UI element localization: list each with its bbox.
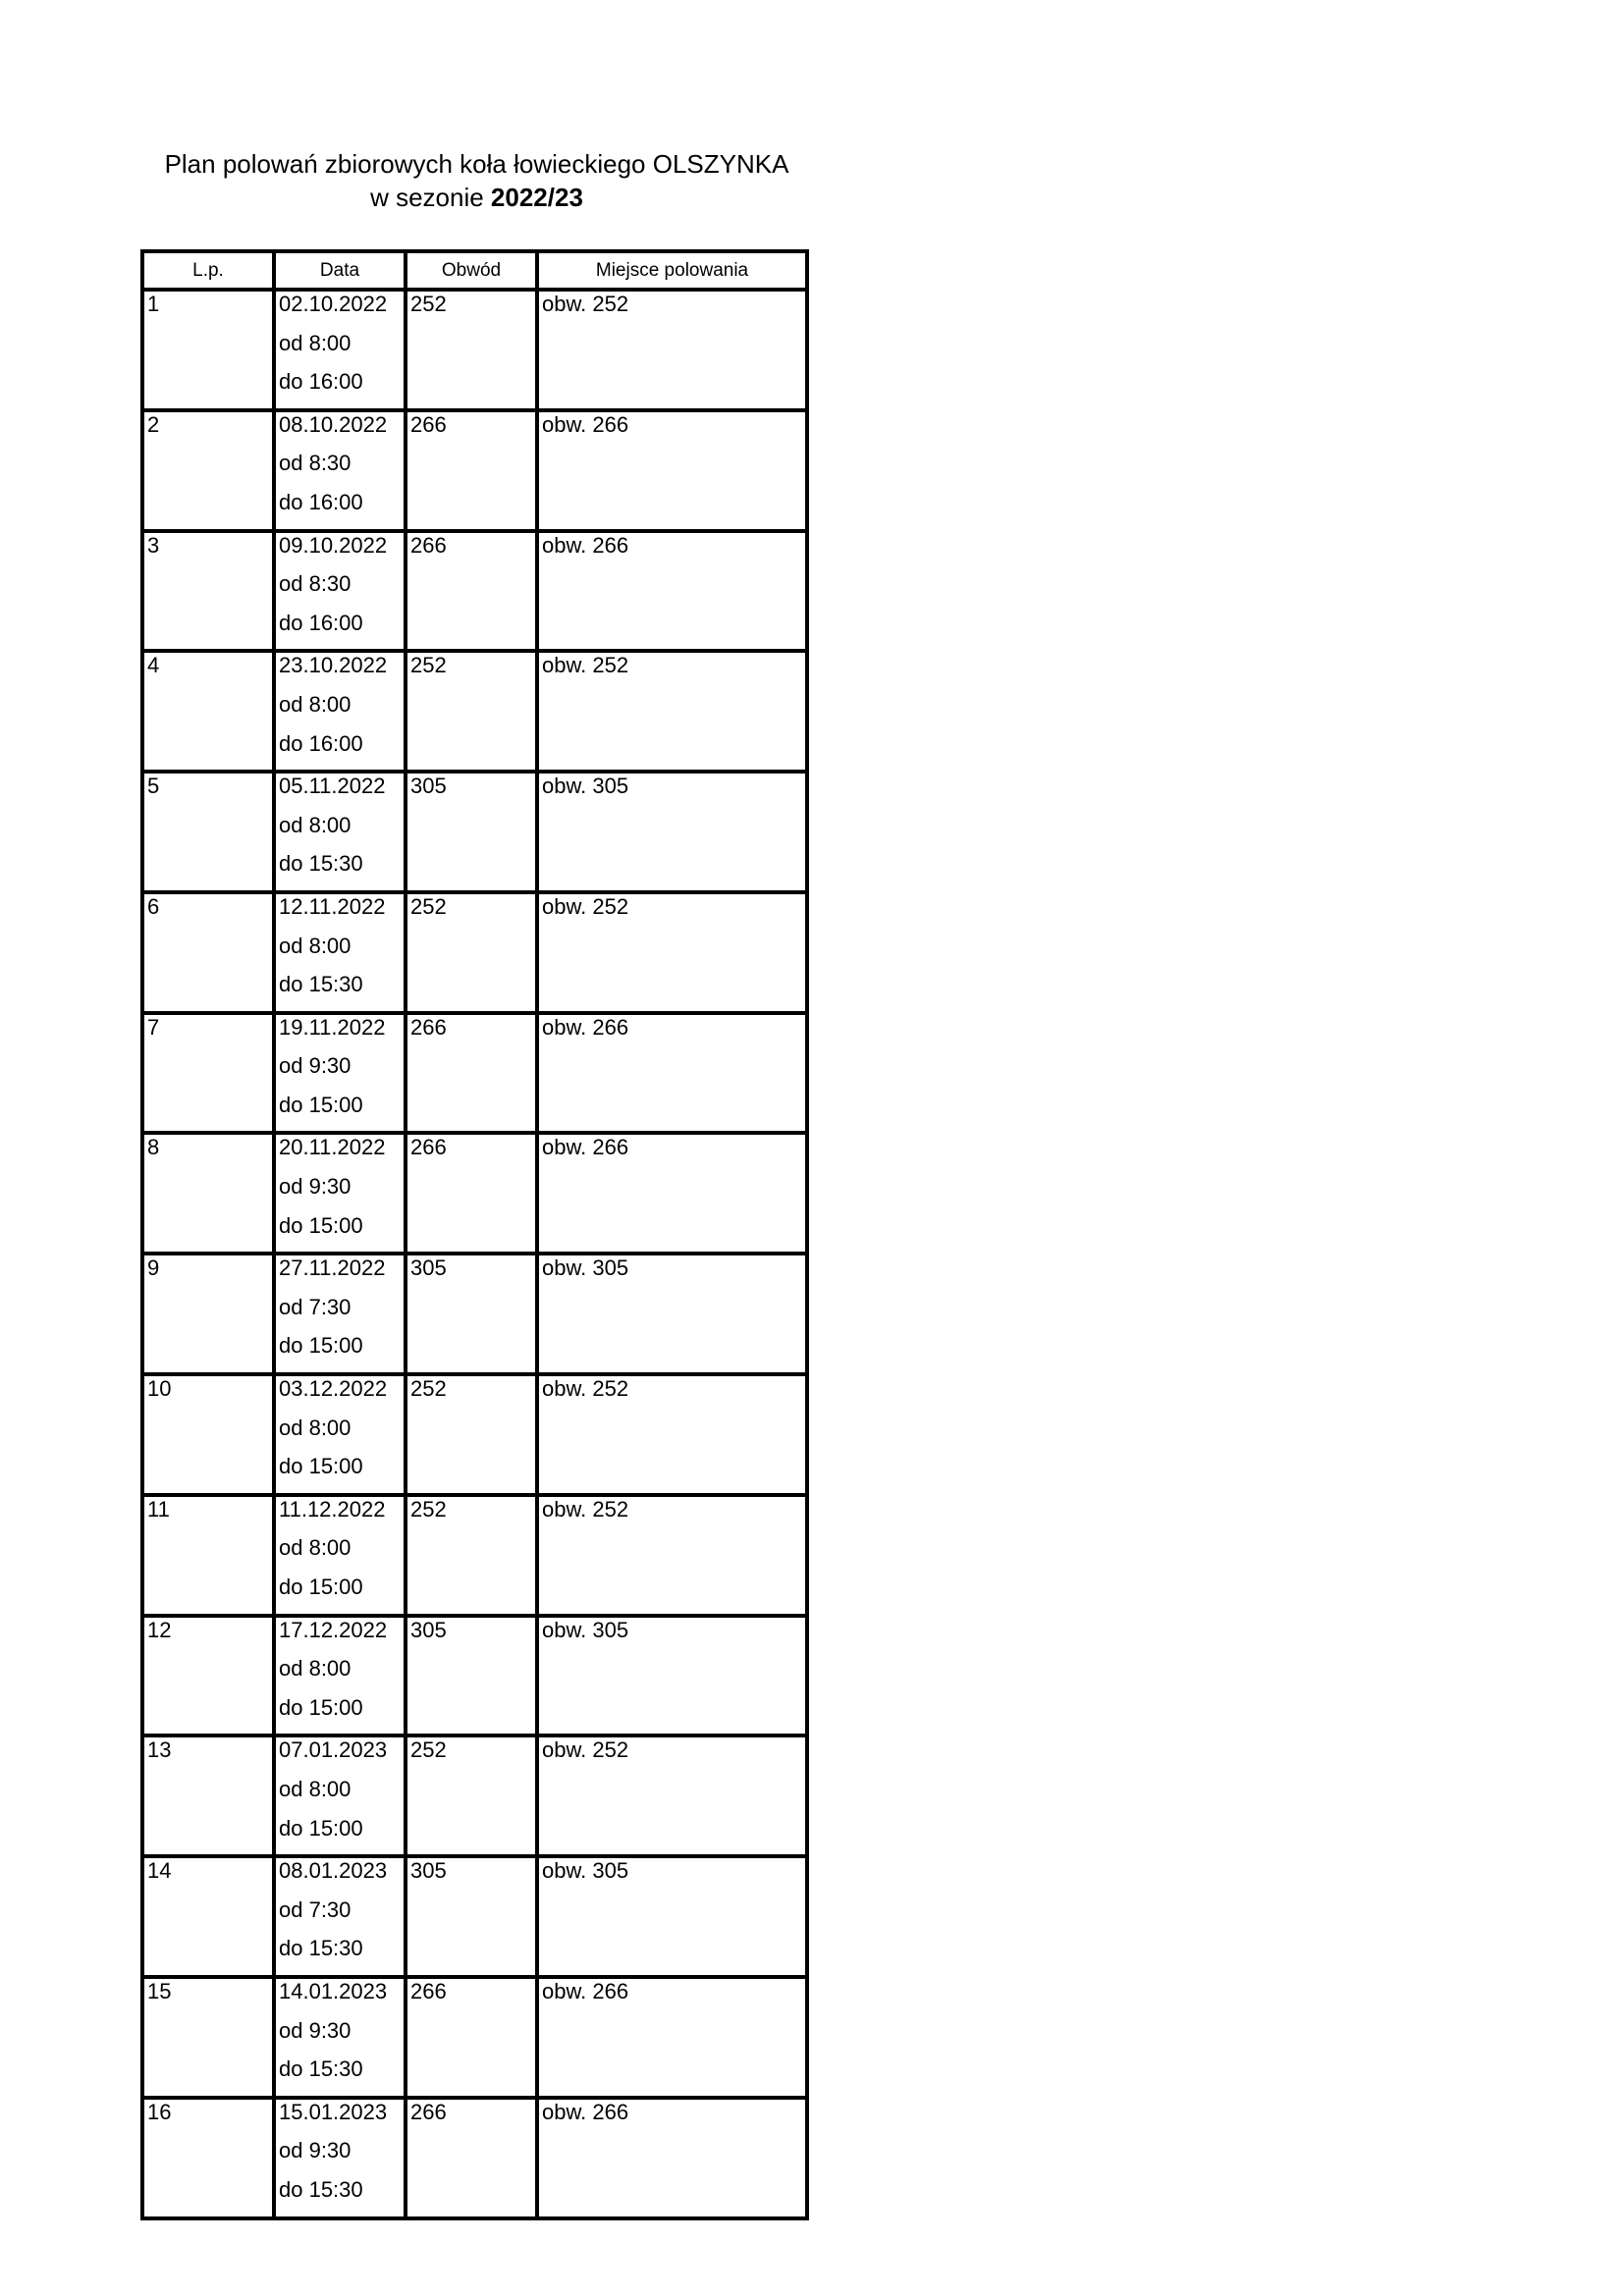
cell-miejsce — [537, 410, 807, 531]
row-number: 13 — [147, 1737, 172, 1763]
row-number: 10 — [147, 1376, 172, 1402]
cell-obwod — [406, 1374, 537, 1495]
cell-lp — [142, 2098, 274, 2218]
cell-data — [274, 1856, 406, 1977]
cell-miejsce — [537, 1856, 807, 1977]
hunt-place: obw. 305 — [542, 774, 629, 799]
table-row — [142, 1977, 807, 2098]
cell-miejsce — [537, 892, 807, 1013]
hunt-start-time: od 8:30 — [279, 571, 352, 597]
hunt-date: 07.01.2023 — [279, 1737, 388, 1763]
hunt-date: 05.11.2022 — [279, 774, 386, 799]
cell-data — [274, 290, 406, 410]
district-number: 252 — [410, 1496, 447, 1522]
title-line-1: Plan polowań zbiorowych koła łowieckiego OLSZYNKA — [164, 149, 789, 179]
cell-lp — [142, 1495, 274, 1616]
header-data: Data — [274, 251, 406, 290]
cell-lp — [142, 1254, 274, 1374]
hunt-date: 08.10.2022 — [279, 411, 388, 437]
cell-data — [274, 410, 406, 531]
table-row — [142, 410, 807, 531]
hunt-date: 08.01.2023 — [279, 1858, 388, 1884]
row-number: 8 — [147, 1135, 160, 1160]
hunt-start-time: od 8:00 — [279, 933, 352, 958]
hunt-date: 23.10.2022 — [279, 653, 388, 678]
cell-obwod — [406, 892, 537, 1013]
cell-miejsce — [537, 1133, 807, 1254]
hunt-start-time: od 8:00 — [279, 691, 352, 717]
cell-lp — [142, 1856, 274, 1977]
cell-data — [274, 2098, 406, 2218]
table-row — [142, 892, 807, 1013]
table-row — [142, 772, 807, 892]
hunt-end-time: do 15:30 — [279, 2176, 363, 2202]
hunt-end-time: do 15:00 — [279, 1694, 363, 1720]
row-number: 4 — [147, 653, 160, 678]
hunt-schedule-table — [140, 249, 809, 2220]
cell-data — [274, 892, 406, 1013]
district-number: 305 — [410, 1617, 447, 1642]
hunt-start-time: od 9:30 — [279, 2017, 352, 2043]
cell-miejsce — [537, 531, 807, 652]
cell-data — [274, 1977, 406, 2098]
hunt-date: 19.11.2022 — [279, 1014, 386, 1040]
cell-obwod — [406, 772, 537, 892]
cell-data — [274, 531, 406, 652]
cell-lp — [142, 290, 274, 410]
cell-obwod — [406, 1495, 537, 1616]
hunt-place: obw. 252 — [542, 1496, 629, 1522]
cell-obwod — [406, 651, 537, 772]
row-number: 6 — [147, 893, 160, 919]
district-number: 252 — [410, 1737, 447, 1763]
cell-data — [274, 1254, 406, 1374]
district-number: 252 — [410, 893, 447, 919]
hunt-place: obw. 266 — [542, 2099, 629, 2124]
row-number: 7 — [147, 1014, 160, 1040]
hunt-place: obw. 252 — [542, 893, 629, 919]
table-body — [142, 290, 807, 2218]
cell-data — [274, 1735, 406, 1856]
table-row — [142, 1495, 807, 1616]
row-number: 12 — [147, 1617, 172, 1642]
cell-lp — [142, 651, 274, 772]
district-number: 305 — [410, 1255, 447, 1281]
hunt-start-time: od 8:30 — [279, 451, 352, 476]
table-row — [142, 1856, 807, 1977]
hunt-end-time: do 15:00 — [279, 1333, 363, 1359]
hunt-place: obw. 266 — [542, 532, 629, 558]
cell-miejsce — [537, 1374, 807, 1495]
cell-miejsce — [537, 2098, 807, 2218]
page-title — [140, 147, 813, 214]
district-number: 266 — [410, 1978, 447, 2003]
hunt-start-time: od 9:30 — [279, 1053, 352, 1079]
district-number: 266 — [410, 2099, 447, 2124]
hunt-date: 12.11.2022 — [279, 893, 386, 919]
table-row — [142, 1616, 807, 1736]
hunt-date: 03.12.2022 — [279, 1376, 388, 1402]
table-row — [142, 1013, 807, 1134]
cell-miejsce — [537, 772, 807, 892]
cell-obwod — [406, 1856, 537, 1977]
row-number: 15 — [147, 1978, 172, 2003]
hunt-end-time: do 15:30 — [279, 851, 363, 877]
hunt-end-time: do 15:30 — [279, 1936, 363, 1961]
header-obwod: Obwód — [406, 251, 537, 290]
hunt-date: 27.11.2022 — [279, 1255, 386, 1281]
cell-obwod — [406, 531, 537, 652]
district-number: 305 — [410, 1858, 447, 1884]
cell-lp — [142, 1013, 274, 1134]
title-season-prefix: w sezonie — [370, 183, 491, 212]
cell-data — [274, 1616, 406, 1736]
district-number: 252 — [410, 1376, 447, 1402]
cell-obwod — [406, 1133, 537, 1254]
cell-obwod — [406, 1254, 537, 1374]
hunt-date: 20.11.2022 — [279, 1135, 386, 1160]
cell-lp — [142, 1735, 274, 1856]
cell-lp — [142, 892, 274, 1013]
hunt-start-time: od 8:00 — [279, 330, 352, 355]
cell-obwod — [406, 410, 537, 531]
cell-miejsce — [537, 1977, 807, 2098]
hunt-start-time: od 7:30 — [279, 1294, 352, 1319]
hunt-place: obw. 266 — [542, 411, 629, 437]
hunt-place: obw. 252 — [542, 653, 629, 678]
cell-obwod — [406, 1013, 537, 1134]
cell-miejsce — [537, 1254, 807, 1374]
hunt-end-time: do 15:00 — [279, 1454, 363, 1479]
header-miejsce: Miejsce polowania — [537, 251, 807, 290]
hunt-place: obw. 252 — [542, 292, 629, 316]
hunt-end-time: do 16:00 — [279, 489, 363, 514]
cell-data — [274, 1133, 406, 1254]
cell-miejsce — [537, 1495, 807, 1616]
row-number: 3 — [147, 532, 160, 558]
cell-lp — [142, 410, 274, 531]
table-row — [142, 1735, 807, 1856]
hunt-start-time: od 9:30 — [279, 2138, 352, 2163]
row-number: 9 — [147, 1255, 160, 1281]
cell-lp — [142, 1133, 274, 1254]
hunt-end-time: do 15:00 — [279, 1092, 363, 1117]
hunt-start-time: od 8:00 — [279, 1535, 352, 1561]
cell-obwod — [406, 2098, 537, 2218]
table-row — [142, 1133, 807, 1254]
hunt-start-time: od 7:30 — [279, 1896, 352, 1922]
hunt-date: 15.01.2023 — [279, 2099, 388, 2124]
hunt-start-time: od 8:00 — [279, 1415, 352, 1440]
hunt-date: 14.01.2023 — [279, 1978, 388, 2003]
district-number: 266 — [410, 1014, 447, 1040]
hunt-place: obw. 252 — [542, 1737, 629, 1763]
header-lp: L.p. — [142, 251, 274, 290]
hunt-place: obw. 305 — [542, 1858, 629, 1884]
hunt-date: 11.12.2022 — [279, 1496, 386, 1522]
table-row — [142, 1254, 807, 1374]
cell-miejsce — [537, 1013, 807, 1134]
title-line-2 — [140, 181, 813, 214]
cell-data — [274, 1013, 406, 1134]
district-number: 266 — [410, 411, 447, 437]
district-number: 252 — [410, 292, 447, 316]
hunt-place: obw. 266 — [542, 1014, 629, 1040]
cell-obwod — [406, 1977, 537, 2098]
cell-miejsce — [537, 651, 807, 772]
hunt-date: 09.10.2022 — [279, 532, 388, 558]
hunt-start-time: od 8:00 — [279, 812, 352, 837]
row-number: 11 — [147, 1496, 170, 1522]
hunt-place: obw. 266 — [542, 1135, 629, 1160]
hunt-date: 02.10.2022 — [279, 292, 388, 316]
row-number: 16 — [147, 2099, 172, 2124]
cell-lp — [142, 772, 274, 892]
hunt-start-time: od 8:00 — [279, 1776, 352, 1801]
cell-data — [274, 772, 406, 892]
hunt-start-time: od 9:30 — [279, 1174, 352, 1200]
hunt-place: obw. 266 — [542, 1978, 629, 2003]
hunt-end-time: do 16:00 — [279, 369, 363, 395]
hunt-end-time: do 15:30 — [279, 2056, 363, 2082]
hunt-place: obw. 305 — [542, 1617, 629, 1642]
table-row — [142, 1374, 807, 1495]
row-number: 5 — [147, 774, 160, 799]
cell-lp — [142, 531, 274, 652]
cell-lp — [142, 1977, 274, 2098]
hunt-end-time: do 15:30 — [279, 972, 363, 997]
hunt-end-time: do 16:00 — [279, 730, 363, 756]
hunt-end-time: do 16:00 — [279, 610, 363, 635]
cell-obwod — [406, 290, 537, 410]
cell-obwod — [406, 1616, 537, 1736]
hunt-date: 17.12.2022 — [279, 1617, 388, 1642]
cell-miejsce — [537, 1616, 807, 1736]
district-number: 266 — [410, 532, 447, 558]
cell-miejsce — [537, 1735, 807, 1856]
table-row — [142, 651, 807, 772]
row-number: 2 — [147, 411, 160, 437]
cell-miejsce — [537, 290, 807, 410]
table-row — [142, 2098, 807, 2218]
district-number: 305 — [410, 774, 447, 799]
cell-obwod — [406, 1735, 537, 1856]
row-number: 14 — [147, 1858, 172, 1884]
hunt-start-time: od 8:00 — [279, 1656, 352, 1682]
district-number: 252 — [410, 653, 447, 678]
cell-lp — [142, 1374, 274, 1495]
hunt-place: obw. 305 — [542, 1255, 629, 1281]
hunt-end-time: do 15:00 — [279, 1212, 363, 1238]
row-number: 1 — [147, 292, 160, 316]
title-season: 2022/23 — [490, 183, 583, 212]
district-number: 266 — [410, 1135, 447, 1160]
table-header-row — [142, 251, 807, 290]
table-row — [142, 290, 807, 410]
cell-lp — [142, 1616, 274, 1736]
table-row — [142, 531, 807, 652]
cell-data — [274, 1374, 406, 1495]
hunt-place: obw. 252 — [542, 1376, 629, 1402]
cell-data — [274, 651, 406, 772]
hunt-end-time: do 15:00 — [279, 1575, 363, 1599]
cell-data — [274, 1495, 406, 1616]
hunt-end-time: do 15:00 — [279, 1815, 363, 1841]
